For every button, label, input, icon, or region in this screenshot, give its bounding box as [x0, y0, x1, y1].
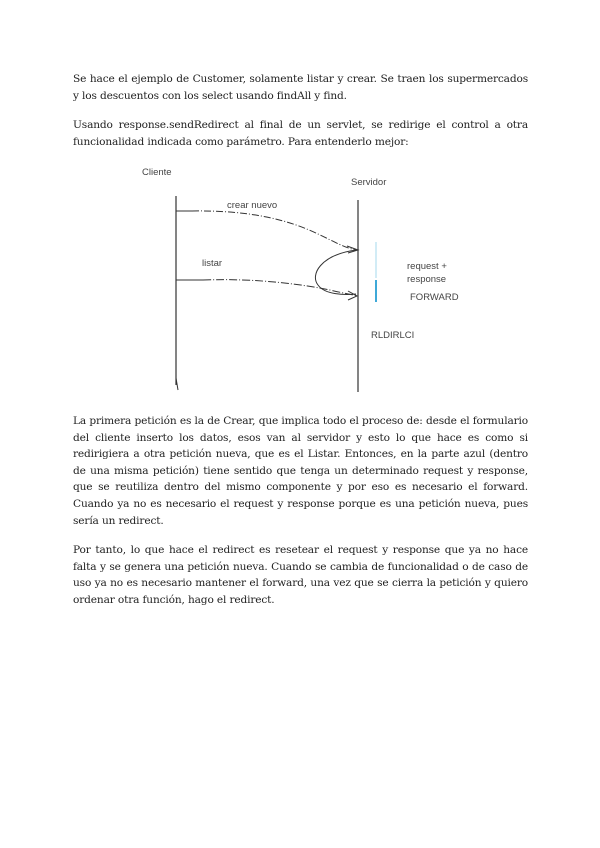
request-label: request + — [407, 261, 447, 272]
listar-label: listar — [202, 258, 223, 269]
client-label: Cliente — [142, 167, 172, 178]
paragraph-intro: Se hace el ejemplo de Customer, solamente listar y crear. Se traen los supermercados y los descuentos con los select usando findAll y find. — [73, 73, 528, 102]
response-label: response — [407, 274, 447, 285]
paragraph-conclusion: Por tanto, lo que hace el redirect es resetear el request y response que ya no hace falta y se genera una petición nueva. Cuando se cambia de funcionalidad o de caso de uso ya no es necesario mantener el forward, una vez que se cierra la petición y quiero ordenar otra función, hago el redirect. — [73, 544, 528, 606]
crear-nuevo-arrow — [192, 211, 356, 250]
listar-arrowhead — [348, 291, 357, 300]
sequence-diagram — [130, 160, 470, 400]
paragraph-explanation: La primera petición es la de Crear, que implica todo el proceso de: desde el formulario del cliente inserto los datos, esos van al servidor y esto lo que hace es como si redirigiera a otra petición nueva, que es el Listar. Entonces, en la parte azul (dentro de una misma petición) tiene sentido que tenga un determinado request y response, que se reutiliza dentro del mismo componente y por eso es necesario el forward. Cuando ya no es necesario el request y response porque es una petición nueva, pues sería un redirect. — [73, 415, 528, 527]
server-label: Servidor — [351, 177, 387, 188]
paragraph-sendredirect: Usando response.sendRedirect al final de un servlet, se redirige el control a otra funcionalidad indicada como parámetro. Para entenderlo mejor: — [73, 119, 528, 148]
forward-label: FORWARD — [410, 292, 459, 303]
redirect-loop — [315, 250, 356, 294]
crear-nuevo-arrowhead — [347, 246, 358, 253]
redirect-label: RLDIRLCI — [371, 330, 415, 341]
crear-nuevo-label: crear nuevo — [227, 200, 278, 211]
